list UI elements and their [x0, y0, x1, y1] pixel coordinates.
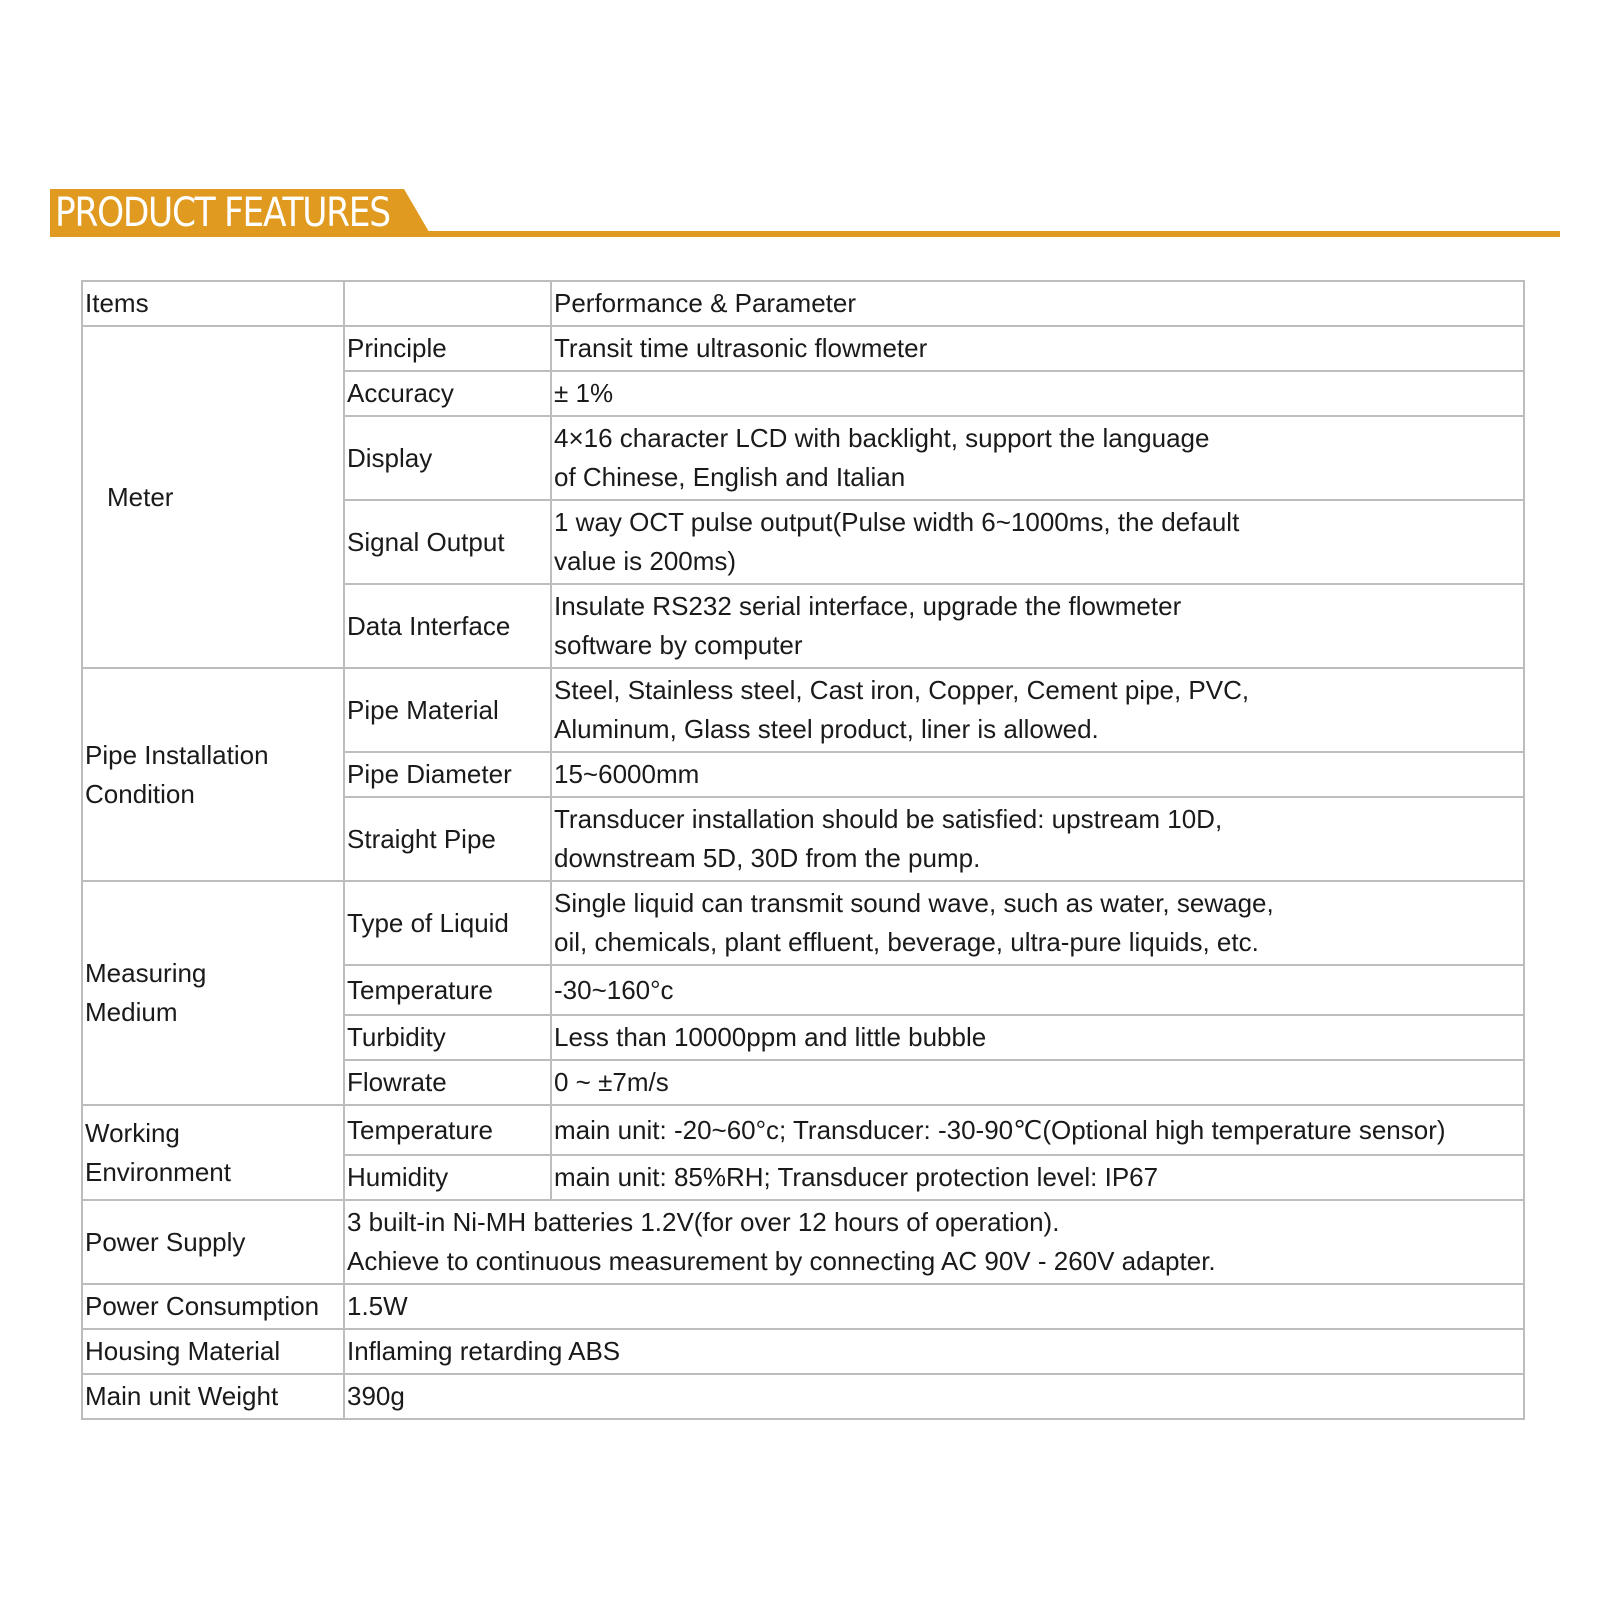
- table-row: [82, 1374, 1524, 1419]
- param-name: Temperature: [344, 1105, 551, 1155]
- param-value-line: 3 built-in Ni-MH batteries 1.2V(for over 12 hours of operation).: [347, 1207, 1060, 1237]
- param-value: Less than 10000ppm and little bubble: [551, 1015, 1524, 1060]
- group-label-line: Measuring: [85, 958, 207, 988]
- param-value-line: oil, chemicals, plant effluent, beverage, ultra-pure liquids, etc.: [554, 927, 1259, 957]
- param-name: Type of Liquid: [344, 881, 551, 965]
- param-value-line: downstream 5D, 30D from the pump.: [554, 843, 981, 873]
- param-name: Humidity: [344, 1155, 551, 1200]
- param-name: Turbidity: [344, 1015, 551, 1060]
- param-value: [551, 584, 1524, 668]
- param-value: [344, 1200, 1524, 1284]
- param-value-line: Steel, Stainless steel, Cast iron, Copper, Cement pipe, PVC,: [554, 675, 1250, 705]
- param-value: [551, 797, 1524, 881]
- param-value-line: of Chinese, English and Italian: [554, 462, 906, 492]
- section-header: [50, 189, 1562, 237]
- group-label-line: Working: [85, 1117, 180, 1148]
- table-row: [82, 881, 1524, 965]
- param-name: Accuracy: [344, 371, 551, 416]
- param-value: 1.5W: [344, 1284, 1524, 1329]
- header-performance-cell: Performance & Parameter: [551, 281, 1524, 326]
- header-items-cell: Items: [82, 281, 344, 326]
- param-name: Pipe Diameter: [344, 752, 551, 797]
- param-name: Pipe Material: [344, 668, 551, 752]
- param-value: Transit time ultrasonic flowmeter: [551, 326, 1524, 371]
- table-row: [82, 1105, 1524, 1155]
- param-name: Data Interface: [344, 584, 551, 668]
- param-value: -30~160°c: [551, 965, 1524, 1015]
- param-value: 0 ~ ±7m/s: [551, 1060, 1524, 1105]
- specifications-table: [81, 280, 1525, 1420]
- param-value-line: Transducer installation should be satisfied: upstream 10D,: [554, 804, 1223, 834]
- param-value-line: 1 way OCT pulse output(Pulse width 6~1000ms, the default: [554, 507, 1240, 537]
- table-header-row: [82, 281, 1524, 326]
- section-header-underline: [410, 231, 1560, 237]
- param-value: main unit: 85%RH; Transducer protection level: IP67: [551, 1155, 1524, 1200]
- param-value: [551, 500, 1524, 584]
- param-name: Straight Pipe: [344, 797, 551, 881]
- param-name: Temperature: [344, 965, 551, 1015]
- group-label-line: Medium: [85, 997, 178, 1027]
- param-value: 15~6000mm: [551, 752, 1524, 797]
- param-value: ± 1%: [551, 371, 1524, 416]
- param-value-line: value is 200ms): [554, 546, 737, 576]
- table-row: [82, 1200, 1524, 1284]
- param-name: Display: [344, 416, 551, 500]
- param-name: Signal Output: [344, 500, 551, 584]
- table-row: [82, 326, 1524, 371]
- param-value: [551, 668, 1524, 752]
- table-row: [82, 668, 1524, 752]
- group-label-power-supply: Power Supply: [82, 1200, 344, 1284]
- group-label-main-unit-weight: Main unit Weight: [82, 1374, 344, 1419]
- group-label-line: Condition: [85, 778, 195, 809]
- group-label-power-consumption: Power Consumption: [82, 1284, 344, 1329]
- group-label-pipe-installation: [82, 668, 344, 881]
- group-label-working-environment: [82, 1105, 344, 1200]
- param-value-line: Aluminum, Glass steel product, liner is allowed.: [554, 714, 1099, 744]
- param-value-line: Insulate RS232 serial interface, upgrade the flowmeter: [554, 591, 1182, 621]
- table-row: [82, 1329, 1524, 1374]
- header-blank-cell: [344, 281, 551, 326]
- param-value-line: 4×16 character LCD with backlight, support the language: [554, 423, 1210, 453]
- group-label-measuring-medium: [82, 881, 344, 1105]
- param-name: Principle: [344, 326, 551, 371]
- param-value-line: software by computer: [554, 630, 803, 660]
- table-row: [82, 1284, 1524, 1329]
- param-value: 390g: [344, 1374, 1524, 1419]
- param-value-line: Achieve to continuous measurement by connecting AC 90V - 260V adapter.: [347, 1246, 1216, 1276]
- param-value-line: Single liquid can transmit sound wave, such as water, sewage,: [554, 888, 1274, 918]
- param-name: Flowrate: [344, 1060, 551, 1105]
- param-value: [551, 881, 1524, 965]
- section-title: PRODUCT FEATURES: [55, 190, 390, 236]
- group-label-housing-material: Housing Material: [82, 1329, 344, 1374]
- param-value: main unit: -20~60°c; Transducer: -30-90℃(Optional high temperature sensor): [551, 1105, 1524, 1155]
- group-label-meter: Meter: [82, 326, 344, 668]
- group-label-line: Environment: [85, 1156, 231, 1187]
- group-label-line: Pipe Installation: [85, 739, 269, 770]
- param-value: Inflaming retarding ABS: [344, 1329, 1524, 1374]
- param-value: [551, 416, 1524, 500]
